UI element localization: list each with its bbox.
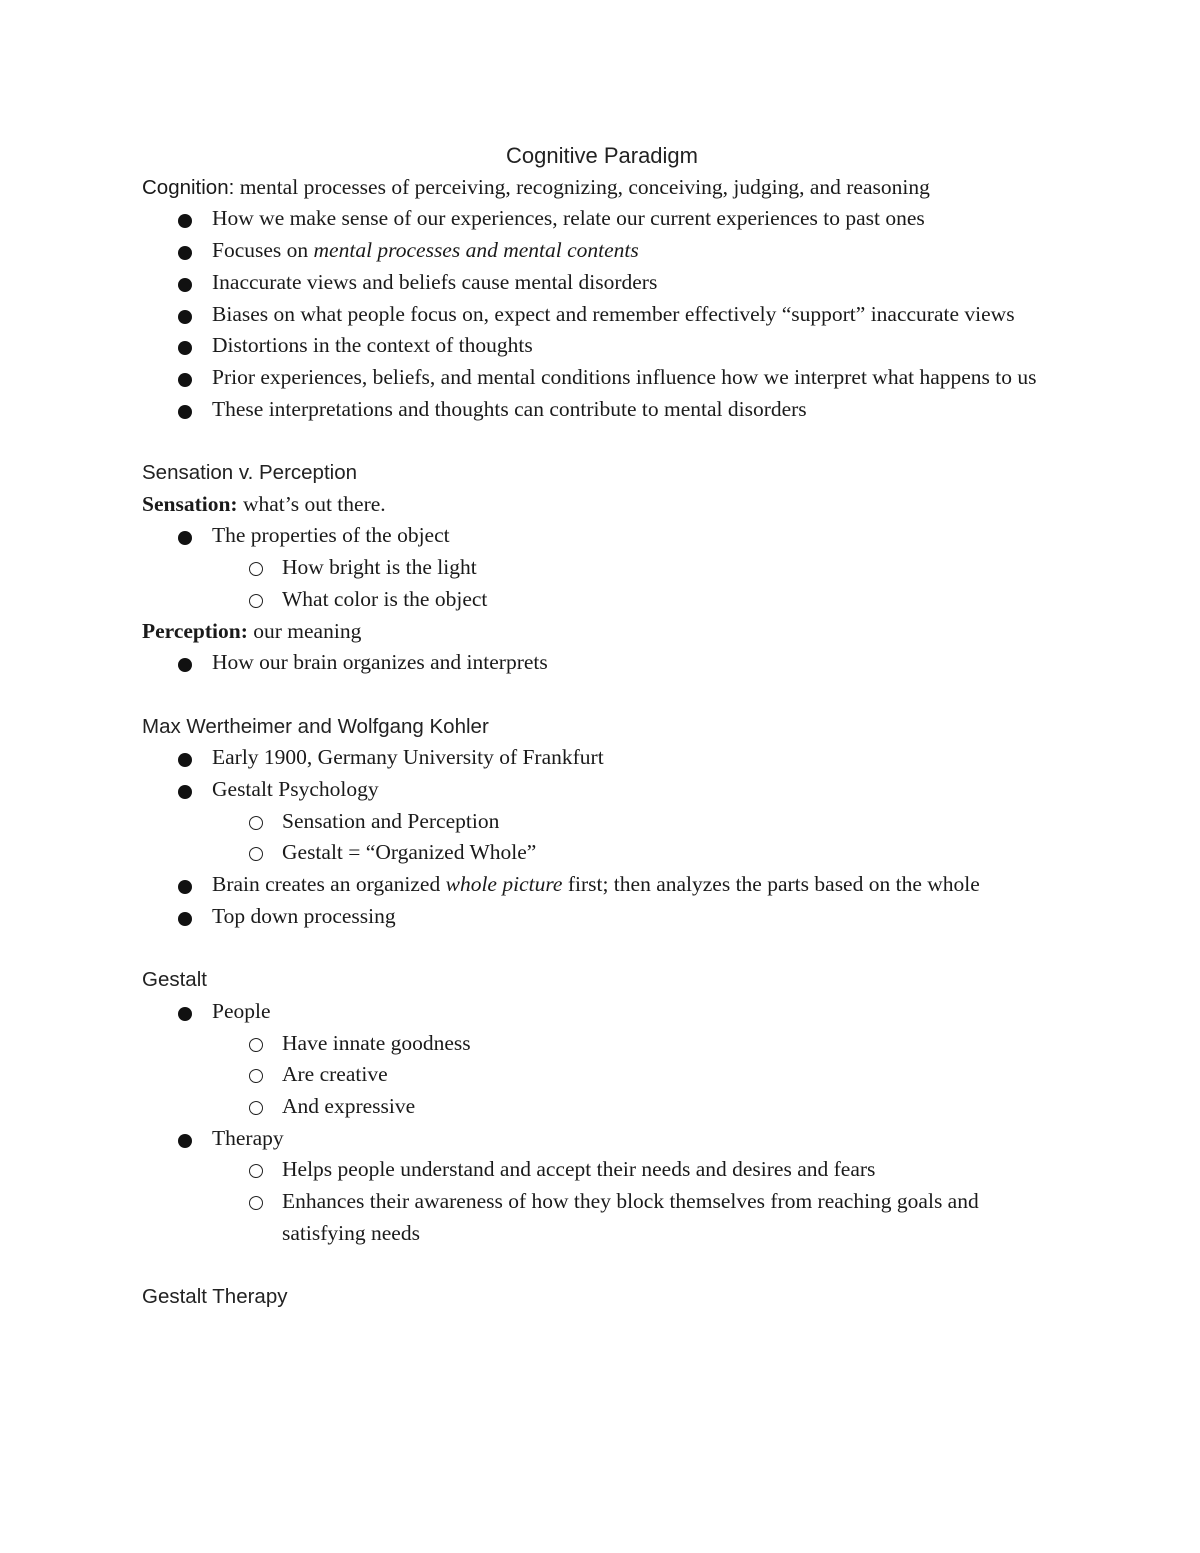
section-heading-gestalt: Gestalt [142, 968, 207, 992]
sensation-definition: Sensation: what’s out there. [142, 491, 386, 516]
bullet-icon [178, 373, 192, 387]
bullet-icon [178, 912, 192, 926]
bullet-icon [178, 246, 192, 260]
section-heading-wertheimer: Max Wertheimer and Wolfgang Kohler [142, 714, 489, 738]
spacer [142, 1250, 1062, 1282]
bullet-icon [178, 658, 192, 672]
list-item: Distortions in the context of thoughts [142, 330, 1062, 362]
hollow-bullet-icon [249, 562, 263, 576]
sub-list-item: Are creative [142, 1059, 1062, 1091]
list-item: Top down processing [142, 901, 1062, 933]
emphasis-text: whole picture [445, 872, 563, 897]
list-item: People Have innate goodness Are creative And expressive [142, 996, 1062, 1123]
bullet-icon [178, 1007, 192, 1021]
spacer [142, 425, 1062, 457]
list-item: Brain creates an organized whole picture first; then analyzes the parts based on the whole [142, 869, 1062, 901]
hollow-bullet-icon [249, 1101, 263, 1115]
wertheimer-list [142, 742, 1062, 932]
bullet-icon [178, 278, 192, 292]
therapy-sublist [212, 1154, 1062, 1249]
sensation-term: Sensation: [142, 491, 238, 516]
cognition-term: Cognition: [142, 175, 235, 199]
perception-list [142, 647, 1062, 679]
spacer [142, 933, 1062, 965]
list-item: Inaccurate views and beliefs cause mental disorders [142, 267, 1062, 299]
gestalt-list [142, 996, 1062, 1250]
list-item: How our brain organizes and interprets [142, 647, 1062, 679]
spacer [142, 679, 1062, 711]
bullet-icon [178, 341, 192, 355]
section-heading-sensation-perception: Sensation v. Perception [142, 461, 357, 485]
sensation-sublist [212, 552, 1062, 615]
list-item: Therapy Helps people understand and accept their needs and desires and fears Enhances their awareness of how they block themselves from reaching goals and satisfying needs [142, 1123, 1062, 1250]
bullet-icon [178, 214, 192, 228]
list-item: Biases on what people focus on, expect and remember effectively “support” inaccurate views [142, 299, 1062, 331]
sub-list-item: Enhances their awareness of how they block themselves from reaching goals and satisfying needs [142, 1186, 1062, 1249]
emphasis-text: mental processes and mental contents [313, 238, 639, 263]
perception-term: Perception: [142, 618, 248, 643]
list-item: Gestalt Psychology Sensation and Perception Gestalt = “Organized Whole” [142, 774, 1062, 869]
cognition-list [142, 203, 1062, 425]
bullet-icon [178, 1134, 192, 1148]
perception-definition: Perception: our meaning [142, 618, 362, 643]
sub-list-item: How bright is the light [142, 552, 1062, 584]
cognition-definition-text: mental processes of perceiving, recognizing, conceiving, judging, and reasoning [234, 174, 930, 199]
sub-list-item: Gestalt = “Organized Whole” [142, 837, 1062, 869]
sub-list-item: Have innate goodness [142, 1028, 1062, 1060]
list-item: Focuses on mental processes and mental contents [142, 235, 1062, 267]
hollow-bullet-icon [249, 847, 263, 861]
section-heading-gestalt-therapy: Gestalt Therapy [142, 1285, 288, 1309]
list-item: How we make sense of our experiences, relate our current experiences to past ones [142, 203, 1062, 235]
hollow-bullet-icon [249, 1069, 263, 1083]
hollow-bullet-icon [249, 1164, 263, 1178]
page-title: Cognitive Paradigm [506, 143, 698, 168]
bullet-icon [178, 405, 192, 419]
bullet-icon [178, 785, 192, 799]
sensation-list [142, 520, 1062, 615]
bullet-icon [178, 531, 192, 545]
sub-list-item: Sensation and Perception [142, 806, 1062, 838]
list-item: Prior experiences, beliefs, and mental conditions influence how we interpret what happens to us [142, 362, 1062, 394]
gestalt-psychology-sublist [212, 806, 1062, 869]
list-item: These interpretations and thoughts can contribute to mental disorders [142, 394, 1062, 426]
cognition-definition [142, 172, 1062, 204]
list-item: Early 1900, Germany University of Frankfurt [142, 742, 1062, 774]
bullet-icon [178, 880, 192, 894]
bullet-icon [178, 310, 192, 324]
sub-list-item: Helps people understand and accept their needs and desires and fears [142, 1154, 1062, 1186]
hollow-bullet-icon [249, 1196, 263, 1210]
list-item: The properties of the object How bright is the light What color is the object [142, 520, 1062, 615]
people-sublist [212, 1028, 1062, 1123]
hollow-bullet-icon [249, 1038, 263, 1052]
sub-list-item: What color is the object [142, 584, 1062, 616]
hollow-bullet-icon [249, 816, 263, 830]
bullet-icon [178, 753, 192, 767]
hollow-bullet-icon [249, 594, 263, 608]
document-page [142, 140, 1062, 1313]
sub-list-item: And expressive [142, 1091, 1062, 1123]
